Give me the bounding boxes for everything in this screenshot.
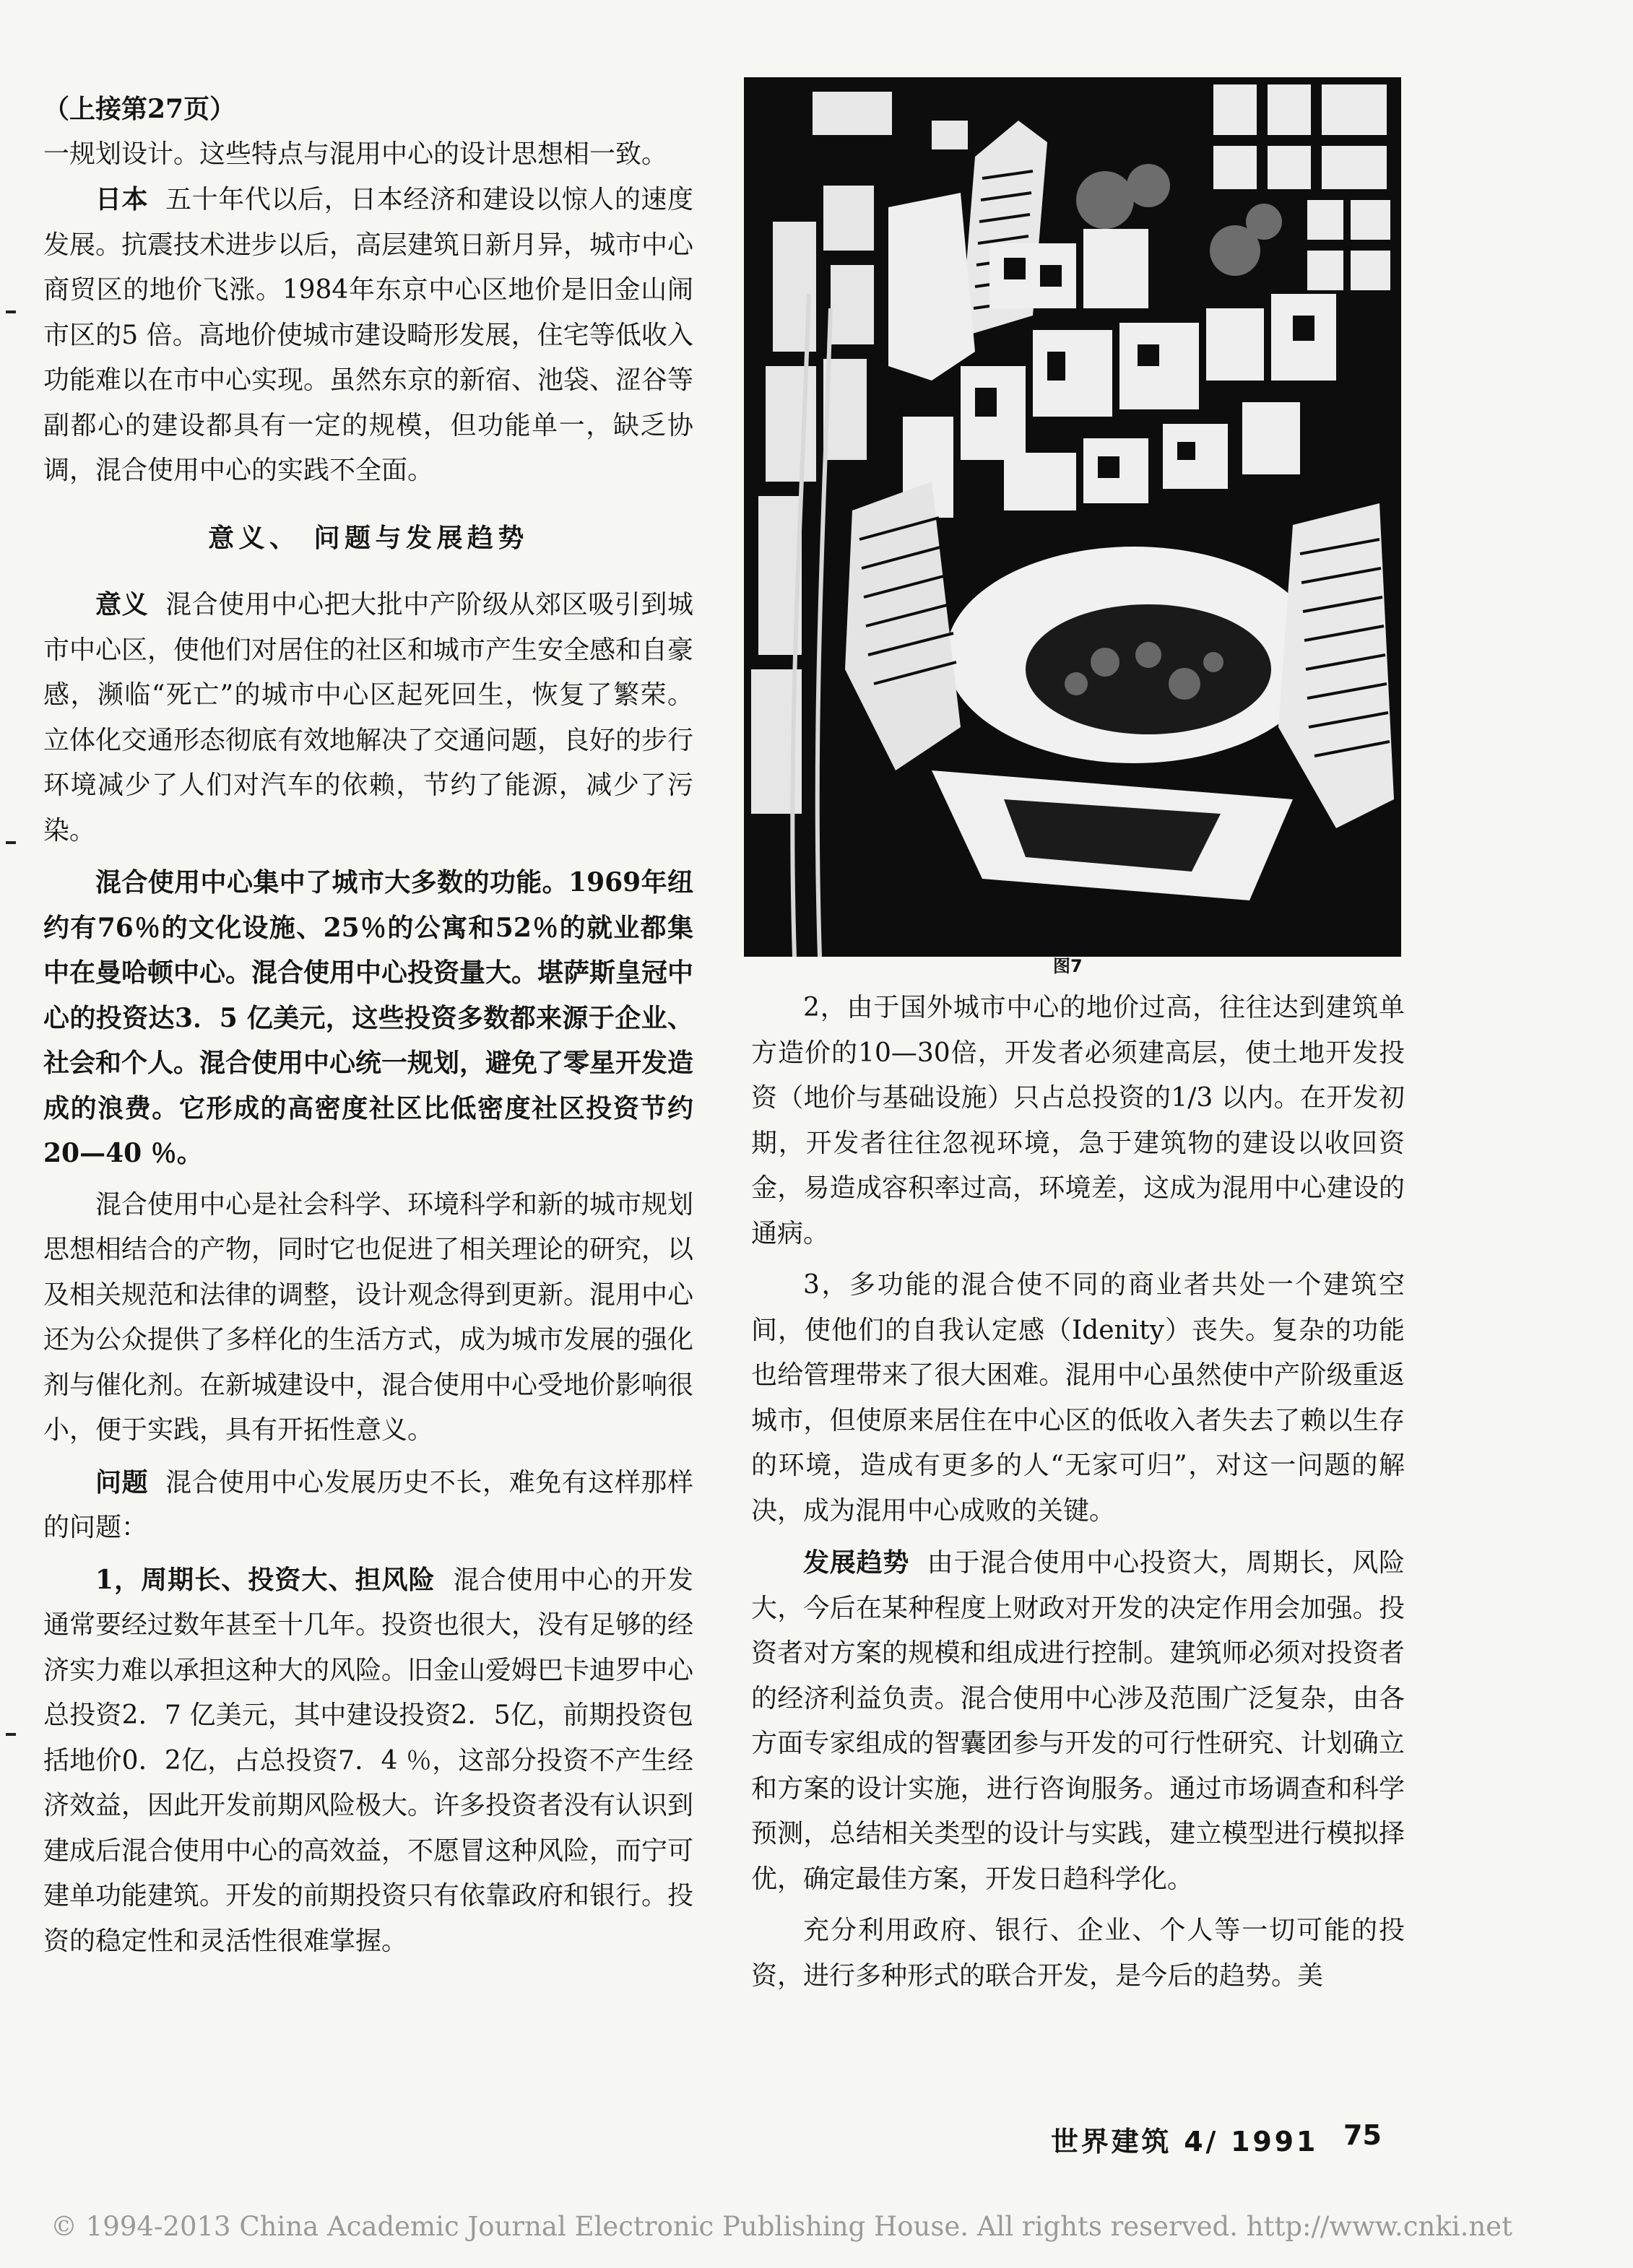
problem-1-heading: 1，周期长、投资大、担风险 [95,1564,436,1595]
figure-caption: 图7 [1053,956,1083,976]
paragraph-japan [43,177,693,494]
figure-7-aerial-view [744,77,1401,957]
section-heading: 意义、 问题与发展趋势 [208,522,529,553]
scan-mark [6,841,16,844]
paragraph-problem-1 [43,1557,693,1965]
page-number: 75 [1343,2119,1382,2151]
paragraph-product: 混合使用中心是社会科学、环境科学和新的城市规划思想相结合的产物，同时它也促进了相关理论的研究，以及相关规范和法律的调整，设计观念得到更新。混用中心还为公众提供了多样化的生活方式，成为城市发展的强化剂与催化剂。在新城建设中，混合使用中心受地价影响很小，便于实践，具有开拓性意义。 [43,1189,694,1445]
problems-text: 混合使用中心发展历史不长，难免有这样那样的问题： [43,1467,693,1542]
scan-mark [6,1733,16,1736]
paragraph-intro: 一规划设计。这些特点与混用中心的设计思想相一致。 [43,139,668,169]
paragraph-trends [751,1540,1405,1902]
trends-heading: 发展趋势 [803,1547,910,1578]
paragraph-significance [43,582,693,853]
japan-heading: 日本 [95,184,149,214]
aerial-woodcut-plan-icon [744,77,1401,957]
right-column [751,986,1405,1999]
significance-heading: 意义 [95,589,149,620]
paragraph-functions: 混合使用中心集中了城市大多数的功能。1969年纽约有76％的文化设施、25％的公寓和52％的就业都集中在曼哈顿中心。混合使用中心投资量大。堪萨斯皇冠中心的投资达3．5 亿美元，这些投资多数都来源于企业、社会和个人。混合使用中心统一规划，避免了零星开发造成的浪费。它形成的高密度社区比低密度社区投资节约20—40 ％。 [43,867,694,1168]
paragraph-problem-2: 2，由于国外城市中心的地价过高，往往达到建筑单方造价的10—30倍，开发者必须建高层，使土地开发投资（地价与基础设施）只占总投资的1/3 以内。在开发初期，开发者往往忽视环境，急于建筑物的建设以收回资金，易造成容积率过高，环境差，这成为混用中心建设的通病。 [751,993,1405,1248]
paragraph-problems [43,1460,693,1551]
paragraph-problem-3: 3，多功能的混合使不同的商业者共处一个建筑空间，使他们的自我认定感（Idenity）丧失。复杂的功能也给管理带来了很大困难。混用中心虽然使中产阶级重返城市，但使原来居住在中心区的低收入者失去了赖以生存的环境，造成有更多的人“无家可归”，对这一问题的解决，成为混用中心成败的关键。 [751,1270,1405,1526]
continuation-note: （上接第27页） [43,94,236,124]
paragraph-final: 充分利用政府、银行、企业、个人等一切可能的投资，进行多种形式的联合开发，是今后的趋势。美 [751,1916,1405,1991]
japan-text: 五十年代以后，日本经济和建设以惊人的速度发展。抗震技术进步以后，高层建筑日新月异，城市中心商贸区的地价飞涨。1984年东京中心区地价是旧金山闹市区的5 倍。高地价使城市建设畸形发展，住宅等低收入功能难以在市中心实现。虽然东京的新宿、池袋、涩谷等副都心的建设都具有一定的规模，但功能单一，缺乏协调，混合使用中心的实践不全面。 [43,185,694,485]
left-column [43,87,693,1964]
problem-1-text: 混合使用中心的开发通常要经过数年甚至十几年。投资也很大，没有足够的经济实力难以承担这种大的风险。旧金山爱姆巴卡迪罗中心总投资2．7 亿美元，其中建设投资2．5亿，前期投资包括地价0．2亿，占总投资7．4 ％，这部分投资不产生经济效益，因此开发前期风险极大。许多投资者没有认识到建成后混合使用中心的高效益，不愿冒这种风险，而宁可建单功能建筑。开发的前期投资只有依靠政府和银行。投资的稳定性和灵活性很难掌握。 [43,1565,694,1956]
copyright-line: © 1994-2013 China Academic Journal Electronic Publishing House. All rights reserved. http://www.cnki.net [51,2211,1512,2242]
significance-text: 混合使用中心把大批中产阶级从郊区吸引到城市中心区，使他们对居住的社区和城市产生安全感和自豪感，濒临“死亡”的城市中心区起死回生，恢复了繁荣。立体化交通形态彻底有效地解决了交通问题，良好的步行环境减少了人们对汽车的依赖，节约了能源，减少了污染。 [43,590,694,846]
problems-heading: 问题 [95,1467,149,1498]
trends-text: 由于混合使用中心投资大，周期长，风险大，今后在某种程度上财政对开发的决定作用会加强。投资者对方案的规模和组成进行控制。建筑师必须对投资者的经济利益负责。混合使用中心涉及范围广泛复杂，由各方面专家组成的智囊团参与开发的可行性研究、计划确立和方案的设计实施，进行咨询服务。通过市场调查和科学预测，总结相关类型的设计与实践，建立模型进行模拟择优，确定最佳方案，开发日趋科学化。 [751,1548,1405,1894]
scan-mark [6,310,16,313]
journal-footer: 世界建筑 4/ 1991 [1051,2126,1319,2158]
